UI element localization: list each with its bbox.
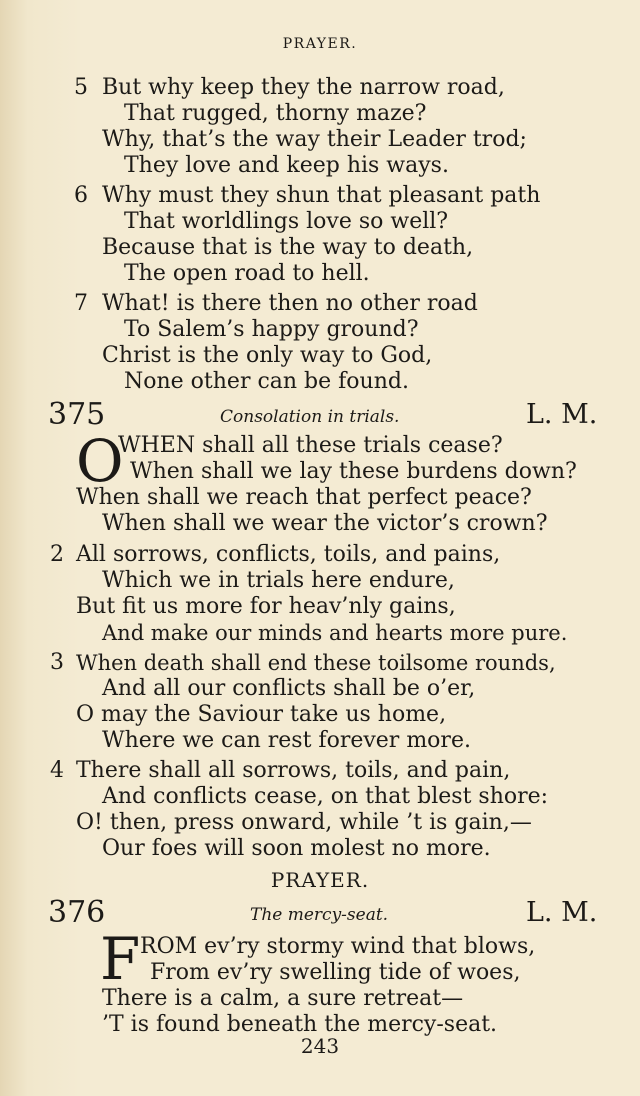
stanza-line: And conflicts cease, on that blest shore: [102,784,549,809]
stanza-line: From ev’ry swelling tide of woes, [150,960,521,985]
hymn-meter: L. M. [526,399,598,430]
stanza-line: ’T is found beneath the mercy-seat. [102,1012,498,1037]
stanza-line: To Salem’s happy ground? [124,317,419,342]
stanza-line: Christ is the only way to God, [102,343,433,368]
stanza-line: Which we in trials here endure, [102,568,455,593]
hymn-title: The mercy-seat. [250,905,389,925]
stanza-line: But why keep they the narrow road, [102,75,505,100]
stanza-number: 2 [50,542,64,567]
drop-cap: O [76,427,124,495]
stanza-line: When shall we wear the victor’s crown? [102,511,548,536]
hymn-title: Consolation in trials. [220,407,400,427]
stanza-line: The open road to hell. [124,261,370,286]
stanza-line: When shall we lay these burdens down? [130,459,577,484]
stanza-number: 3 [50,650,64,675]
stanza-line: And all our conflicts shall be o’er, [102,676,476,701]
stanza-line: When death shall end these toilsome rounds, [76,651,556,675]
stanza-line: None other can be found. [124,369,409,394]
hymn-meter: L. M. [526,897,598,928]
stanza-line: There is a calm, a sure retreat— [102,986,464,1011]
stanza-line: That worldlings love so well? [124,209,449,234]
hymn-number: 376 [48,895,106,930]
stanza-line: WHEN shall all these trials cease? [118,433,503,458]
stanza-line: Because that is the way to death, [102,235,474,260]
stanza-line: What! is there then no other road [102,291,478,316]
stanza-line: O! then, press onward, while ’t is gain,— [76,810,532,835]
stanza-number: 4 [50,758,64,783]
stanza-line: Why, that’s the way their Leader trod; [102,127,527,152]
drop-cap: F [100,925,141,993]
running-head: PRAYER. [282,36,358,52]
section-heading: PRAYER. [270,868,370,892]
hymn-number: 375 [48,397,106,432]
stanza-line: That rugged, thorny maze? [124,101,427,126]
stanza-line: Where we can rest forever more. [102,728,471,753]
stanza-line: But fit us more for heav’nly gains, [76,594,456,619]
stanza-line: ROM ev’ry stormy wind that blows, [140,934,536,959]
stanza-line: O may the Saviour take us home, [76,702,447,727]
stanza-line: There shall all sorrows, toils, and pain, [76,758,511,783]
stanza-number: 7 [74,291,88,316]
stanza-number: 6 [74,183,88,208]
stanza-line: When shall we reach that perfect peace? [76,485,532,510]
stanza-number: 5 [74,75,88,100]
stanza-line: And make our minds and hearts more pure. [102,621,568,645]
page-number: 243 [300,1034,340,1058]
stanza-line: They love and keep his ways. [124,153,449,178]
stanza-line: All sorrows, conflicts, toils, and pains, [76,542,501,567]
stanza-line: Our foes will soon molest no more. [102,836,491,861]
stanza-line: Why must they shun that pleasant path [102,183,541,208]
